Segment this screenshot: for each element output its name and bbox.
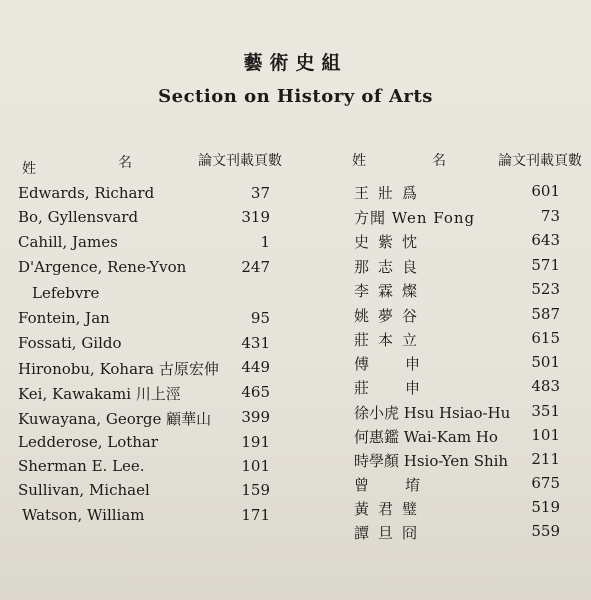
left-header-surname: 姓 [22,161,36,177]
author-name: Fontein, Jan [18,309,110,327]
author-name: 王壯爲 [354,184,427,202]
page-number: 1 [260,233,270,251]
page-number: 571 [531,256,560,274]
page-number: 95 [250,309,270,327]
page-number: 501 [531,353,560,371]
right-header-pages: 論文刊載頁數 [498,153,582,169]
page-number: 191 [241,433,270,451]
author-name: 李霖燦 [354,282,427,300]
author-name: Lefebvre [32,284,100,302]
author-name: 黃君璧 [354,500,427,518]
author-name: Kuwayana, George 顧華山 [18,410,212,428]
author-name: 傅申 [354,355,457,373]
page-number: 399 [241,408,270,426]
author-name: 方聞 Wen Fong [354,209,476,227]
page-number: 73 [540,207,560,225]
author-name: Ledderose, Lothar [18,433,159,451]
author-name: Watson, William [22,506,145,524]
right-header-given-name: 名 [432,153,446,169]
author-name: 莊本立 [354,331,427,349]
left-header-given-name: 名 [118,155,132,171]
page-number: 319 [241,208,270,226]
page-number: 523 [531,280,560,298]
author-name: Cahill, James [18,233,118,251]
page-number: 211 [531,450,560,468]
author-name: Sherman E. Lee. [18,457,145,475]
author-name: 姚夢谷 [354,307,427,325]
author-name: Sullivan, Michael [18,481,150,499]
author-name: Fossati, Gildo [18,334,122,352]
page-number: 101 [241,457,270,475]
page-number: 643 [531,231,560,249]
page-number: 159 [241,481,270,499]
author-name: 徐小虎 Hsu Hsiao-Hu [354,404,511,422]
left-header-pages: 論文刊載頁數 [198,153,282,169]
page-number: 351 [531,402,560,420]
page-number: 615 [531,329,560,347]
page-number: 675 [531,474,560,492]
author-name: D'Argence, Rene-Yvon [18,258,187,276]
section-title-english: Section on History of Arts [158,86,433,107]
page-number: 587 [531,305,560,323]
page-number: 601 [531,182,560,200]
author-name: Bo, Gyllensvard [18,208,139,226]
page-number: 559 [531,522,560,540]
page-number: 37 [250,184,270,202]
page-number: 449 [241,358,270,376]
author-name: 莊申 [354,379,457,397]
page-number: 247 [241,258,270,276]
author-name: 何惠鑑 Wai-Kam Ho [354,428,498,446]
right-header-surname: 姓 [352,153,366,169]
author-name: 譚旦冏 [354,524,427,542]
page-number: 483 [531,377,560,395]
author-name: Hironobu, Kohara 古原宏伸 [18,360,219,378]
author-name: 那志良 [354,258,427,276]
page-number: 101 [531,426,560,444]
section-title-chinese: 藝術史組 [243,52,348,74]
page-number: 171 [241,506,270,524]
author-name: Edwards, Richard [18,184,155,202]
page-number: 431 [241,334,270,352]
author-name: 時學顏 Hsio-Yen Shih [354,452,509,470]
author-name: 史紫忱 [354,233,427,251]
page-number: 519 [531,498,560,516]
author-name: 曾堉 [354,476,457,494]
page-number: 465 [241,383,270,401]
author-name: Kei, Kawakami 川上涇 [18,385,181,403]
